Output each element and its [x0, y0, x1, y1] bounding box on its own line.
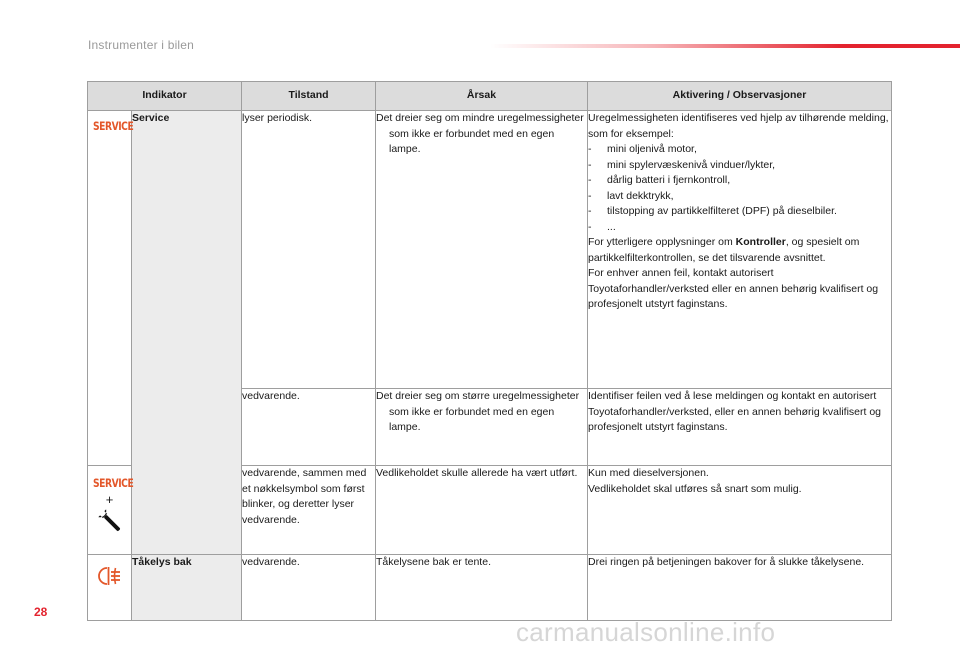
wrench-icon — [97, 508, 123, 534]
observations-cell: Identifiser feilen ved å lese meldingen og kontakt en autorisert Toyotaforhandler/verksted, eller en annen behørig kvalifisert og profesjonelt utstyrt faginstans. — [588, 389, 892, 466]
column-header-state: Tilstand — [242, 82, 376, 111]
observations-line: Kun med dieselversjonen. — [588, 467, 709, 479]
column-header-cause: Årsak — [376, 82, 588, 111]
cause-cell — [376, 389, 588, 466]
state-cell: vedvarende, sammen med et nøkkelsymbol som først blinker, og deretter lyser vedvarende. — [242, 466, 376, 555]
plus-sign: + — [105, 491, 114, 507]
section-title: Instrumenter i bilen — [88, 38, 195, 52]
page-number: 28 — [34, 605, 48, 619]
indicator-name-fog: Tåkelys bak — [132, 555, 242, 621]
list-item: - ... — [588, 220, 616, 233]
list-item: - mini oljenivå motor, — [588, 143, 697, 155]
list-item: - tilstopping av partikkelfilteret (DPF) på dieselbiler. — [588, 205, 837, 217]
cause-cell: Tåkelysene bak er tente. — [376, 555, 588, 621]
column-header-indicator: Indikator — [88, 82, 242, 111]
observations-line: Vedlikeholdet skal utføres så snart som mulig. — [588, 482, 802, 495]
state-cell: lyser periodisk. — [242, 111, 376, 389]
table-row — [88, 111, 892, 389]
list-item: - dårlig batteri i fjernkontroll, — [588, 174, 731, 186]
rear-fog-light-icon — [96, 565, 124, 587]
state-cell: vedvarende. — [242, 555, 376, 621]
column-header-observations: Aktivering / Observasjoner — [588, 82, 892, 111]
cause-cell: Vedlikeholdet skulle allerede ha vært utført. — [376, 466, 588, 555]
observations-final: For enhver annen feil, kontakt autorisert Toyotaforhandler/verksted eller en annen behørig kvalifisert og profesjonelt utstyrt faginstans. — [588, 267, 879, 310]
fog-icon-cell — [88, 555, 132, 621]
controls-reference: Kontroller — [735, 236, 786, 248]
service-wrench-icon-cell — [88, 466, 132, 555]
list-item: - lavt dekktrykk, — [588, 189, 674, 202]
table-header-row — [88, 82, 892, 111]
service-icon-cell — [88, 111, 132, 466]
header-accent-line — [490, 44, 960, 48]
indicator-name-service: Service — [132, 111, 242, 555]
observations-more: For ytterligere opplysninger om Kontroller, og spesielt om partikkelfilterkontrollen, se det tilsvarende avsnittet. — [588, 236, 860, 264]
state-cell: vedvarende. — [242, 389, 376, 466]
watermark: carmanualsonline.info — [516, 617, 776, 647]
list-item: - mini spylervæskenivå vinduer/lykter, — [588, 158, 776, 171]
observations-cell: Drei ringen på betjeningen bakover for å slukke tåkelysene. — [588, 555, 892, 621]
observations-cell — [588, 466, 892, 555]
service-warning-icon: SERVICE — [93, 476, 134, 490]
table-row — [88, 555, 892, 621]
service-warning-icon: SERVICE — [93, 119, 134, 133]
cause-text: Det dreier seg om større uregelmessigheter som ikke er forbundet med en egen lampe. — [376, 390, 580, 433]
indicator-table — [87, 81, 892, 621]
observations-intro: Uregelmessigheten identifiseres ved hjelp av tilhørende melding, som for eksempel: — [588, 112, 889, 140]
cause-cell — [376, 111, 588, 389]
cause-text: Det dreier seg om mindre uregelmessigheter som ikke er forbundet med en egen lampe. — [376, 112, 584, 155]
observations-cell — [588, 111, 892, 389]
